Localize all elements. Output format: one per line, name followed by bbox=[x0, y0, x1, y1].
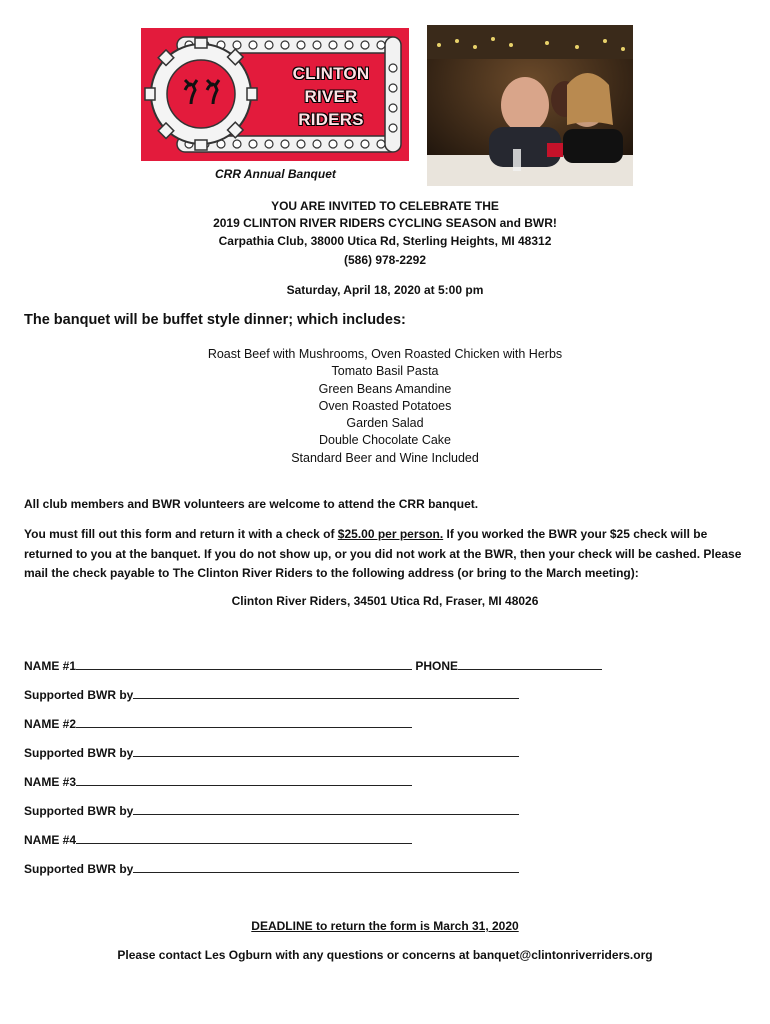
phone-label: PHONE bbox=[415, 659, 459, 673]
price-amount: $25.00 per person. bbox=[337, 527, 444, 541]
menu-item: Double Chocolate Cake bbox=[318, 433, 452, 448]
name-3-row bbox=[24, 773, 412, 789]
instructions-part-2: If you worked the BWR your $25 check will be returned to you at the banquet. If you do not show up, or you did not work at the BWR, then your check will be cashed. Please mail the check payable to The Clinton River Riders to the following address (or bring to the March meeting): bbox=[24, 527, 742, 580]
name-4-label: NAME #4 bbox=[24, 833, 77, 847]
menu-item: Green Beans Amandine bbox=[318, 381, 452, 396]
welcome-text: All club members and BWR volunteers are welcome to attend the CRR banquet. bbox=[24, 497, 479, 511]
name-3-field[interactable] bbox=[76, 773, 412, 786]
instructions-part-1: You must fill out this form and return it with a check of bbox=[24, 527, 338, 541]
invite-line-1: YOU ARE INVITED TO CELEBRATE THE bbox=[271, 199, 499, 213]
name-2-field[interactable] bbox=[76, 715, 412, 728]
venue-phone: (586) 978-2292 bbox=[343, 253, 427, 267]
bwr-4-field[interactable] bbox=[133, 860, 519, 873]
bwr-4-label: Supported BWR by bbox=[24, 862, 134, 876]
menu-title: The banquet will be buffet style dinner; which includes: bbox=[24, 312, 406, 328]
name-2-row bbox=[24, 715, 412, 731]
name-1-row bbox=[24, 657, 602, 673]
name-4-row bbox=[24, 831, 412, 847]
bwr-1-label: Supported BWR by bbox=[24, 688, 134, 702]
bwr-3-label: Supported BWR by bbox=[24, 804, 134, 818]
logo-line-3: RIDERS bbox=[298, 110, 364, 129]
name-1-field[interactable] bbox=[76, 657, 412, 670]
bwr-2-label: Supported BWR by bbox=[24, 746, 134, 760]
name-3-label: NAME #3 bbox=[24, 775, 77, 789]
menu-item: Oven Roasted Potatoes bbox=[318, 398, 452, 413]
bwr-1-field[interactable] bbox=[133, 686, 519, 699]
contact-text: Please contact Les Ogburn with any questions or concerns at banquet@clintonriverriders.org bbox=[117, 948, 653, 962]
invite-line-2: 2019 CLINTON RIVER RIDERS CYCLING SEASON and BWR! bbox=[213, 216, 557, 230]
phone-field[interactable] bbox=[458, 657, 602, 670]
menu-item: Garden Salad bbox=[346, 416, 424, 431]
bwr-2-field[interactable] bbox=[133, 744, 519, 757]
name-1-label: NAME #1 bbox=[24, 659, 77, 673]
instructions-text bbox=[24, 525, 744, 584]
deadline-text: DEADLINE to return the form is March 31, 2020 bbox=[251, 919, 519, 933]
logo-text bbox=[261, 62, 401, 131]
bwr-3-row bbox=[24, 802, 519, 818]
bwr-1-row bbox=[24, 686, 519, 702]
bwr-2-row bbox=[24, 744, 519, 760]
photo-caption: CRR Annual Banquet bbox=[215, 167, 336, 181]
event-date: Saturday, April 18, 2020 at 5:00 pm bbox=[286, 283, 484, 297]
menu-item: Roast Beef with Mushrooms, Oven Roasted Chicken with Herbs bbox=[207, 347, 563, 361]
name-2-label: NAME #2 bbox=[24, 717, 77, 731]
menu-item: Standard Beer and Wine Included bbox=[291, 450, 479, 465]
club-logo bbox=[141, 28, 409, 161]
bwr-4-row bbox=[24, 860, 519, 876]
venue-address: Carpathia Club, 38000 Utica Rd, Sterling Heights, MI 48312 bbox=[218, 234, 552, 248]
banquet-photo bbox=[427, 25, 633, 186]
menu-list bbox=[0, 346, 770, 467]
logo-line-2: RIVER bbox=[304, 87, 358, 106]
bwr-3-field[interactable] bbox=[133, 802, 519, 815]
menu-item: Tomato Basil Pasta bbox=[331, 364, 439, 379]
name-4-field[interactable] bbox=[76, 831, 412, 844]
logo-line-1: CLINTON bbox=[292, 64, 370, 83]
mailing-address: Clinton River Riders, 34501 Utica Rd, Fraser, MI 48026 bbox=[231, 594, 539, 608]
